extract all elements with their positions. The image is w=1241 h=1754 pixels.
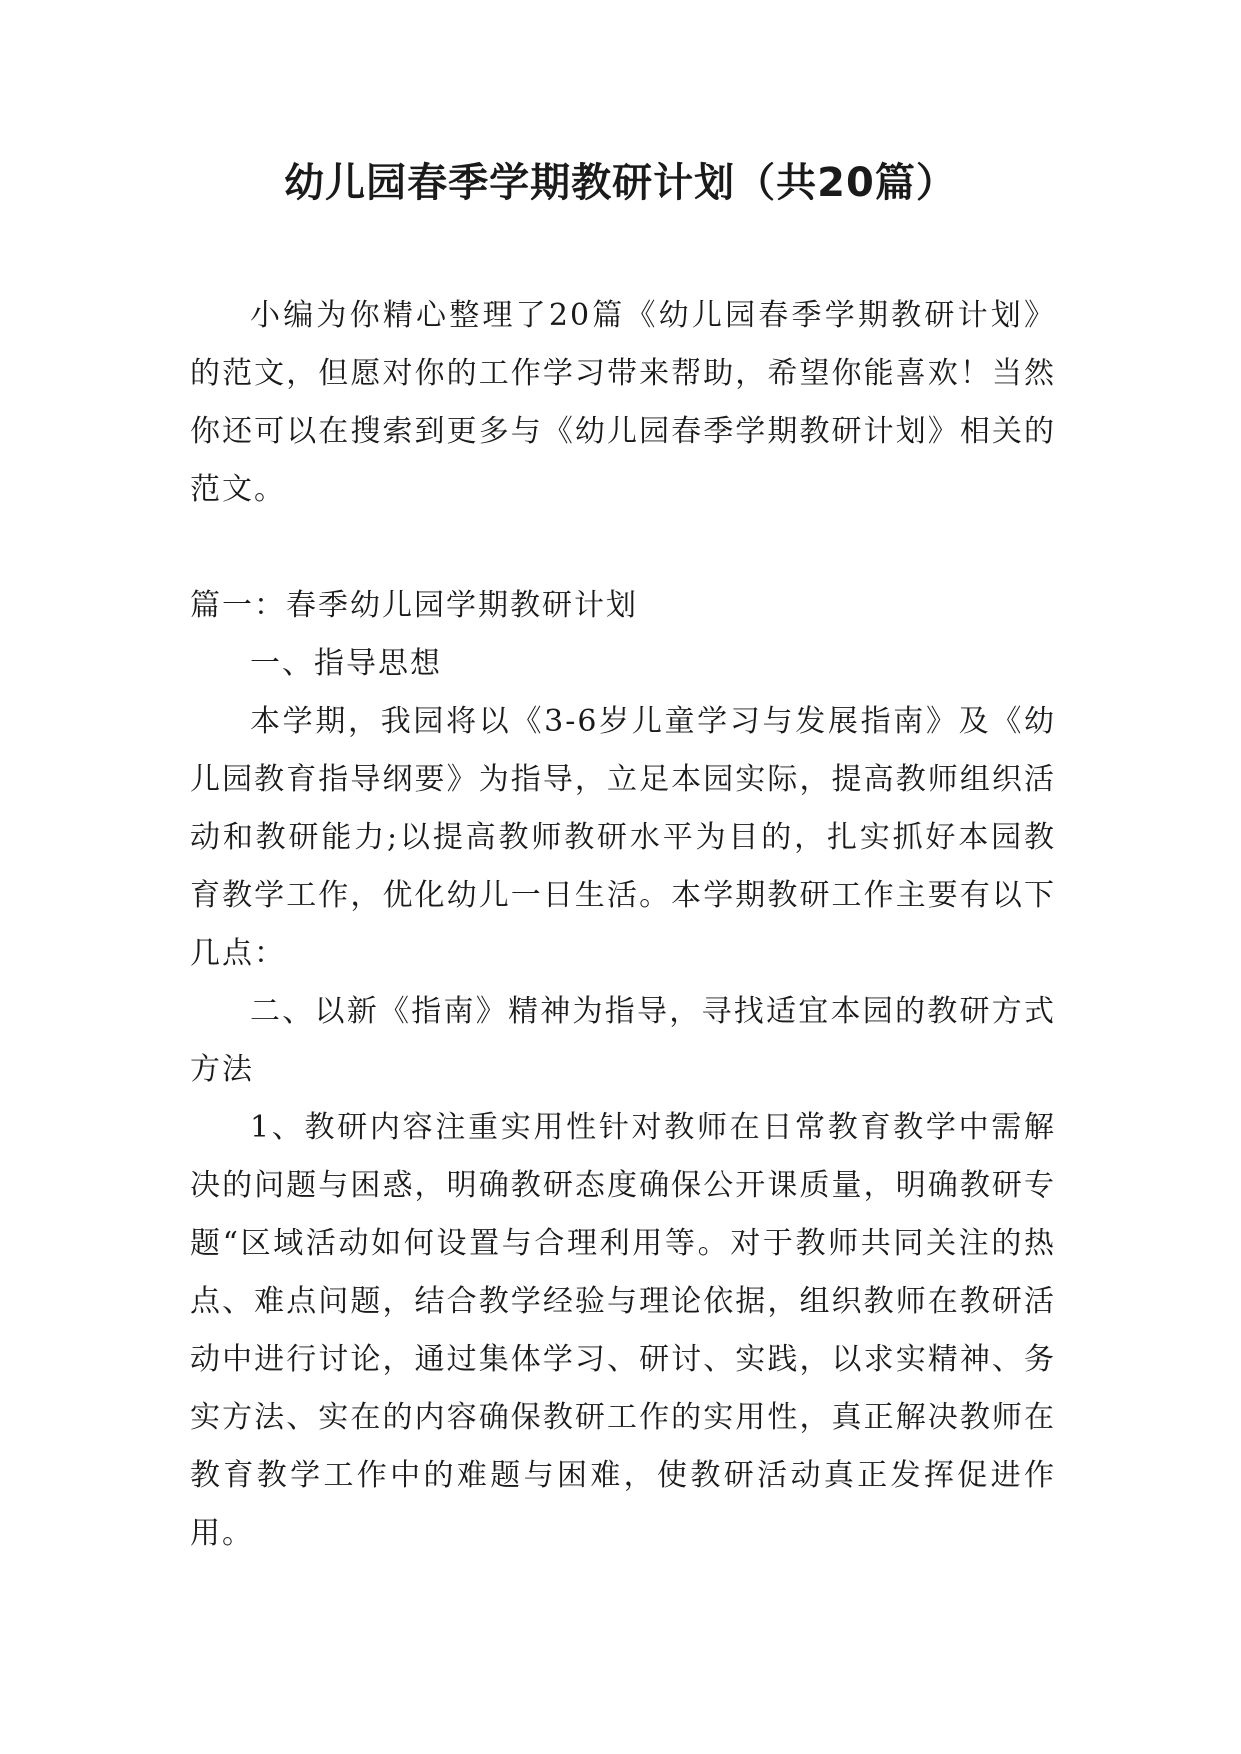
paragraph-guiding-ideology: 本学期，我园将以《3-6岁儿童学习与发展指南》及《幼儿园教育指导纲要》为指导，立足本园实际，提高教师组织活动和教研能力;以提高教师教研水平为目的，扎实抓好本园教育教学工作，优化幼儿一日生活。本学期教研工作主要有以下几点：: [190, 704, 1056, 971]
document-body: [190, 287, 1056, 1563]
intro-paragraph: 小编为你精心整理了20篇《幼儿园春季学期教研计划》的范文，但愿对你的工作学习带来帮助，希望你能喜欢！当然你还可以在搜索到更多与《幼儿园春季学期教研计划》相关的范文。: [190, 298, 1056, 507]
paragraph-research-content: 1、教研内容注重实用性针对教师在日常教育教学中需解决的问题与困惑，明确教研态度确保公开课质量，明确教研专题“区域活动如何设置与合理利用等。对于教师共同关注的热点、难点问题，结合教学经验与理论依据，组织教师在教研活动中进行讨论，通过集体学习、研讨、实践，以求实精神、务实方法、实在的内容确保教研工作的实用性，真正解决教师在教育教学工作中的难题与困难，使教研活动真正发挥促进作用。: [190, 1110, 1056, 1551]
heading-research-methods: 二、以新《指南》精神为指导，寻找适宜本园的教研方式方法: [190, 994, 1056, 1087]
section-title: 篇一：春季幼儿园学期教研计划: [190, 588, 638, 623]
document-title: 幼儿园春季学期教研计划（共20篇）: [284, 160, 957, 206]
heading-guiding-ideology: 一、指导思想: [250, 646, 442, 681]
